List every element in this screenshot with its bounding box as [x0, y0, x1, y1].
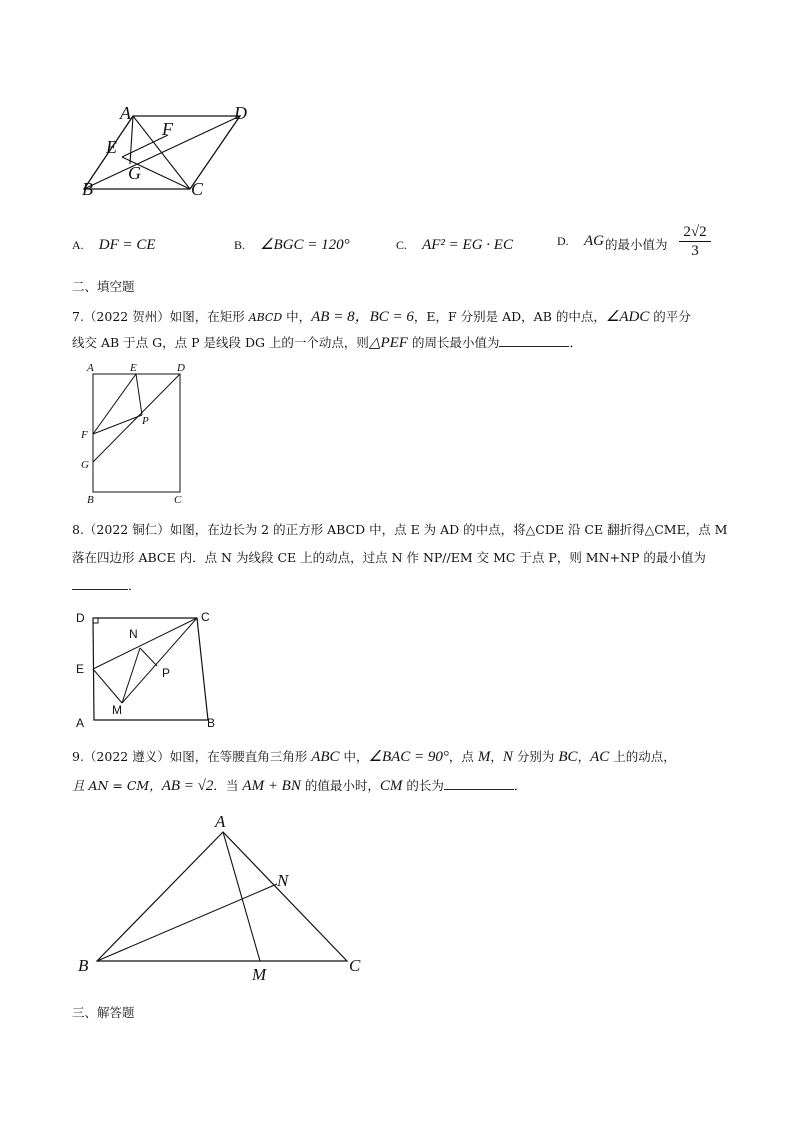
option-d-math: AG	[584, 233, 604, 249]
q9-math-8: AM + BN	[242, 778, 301, 794]
q9-math-3: M	[477, 749, 491, 765]
q7-label-E: E	[130, 362, 137, 374]
q9-math-5: BC	[558, 749, 578, 765]
q7-line-1	[72, 305, 691, 326]
q7-text-2a: 线交 AB 于点 G，点 P 是线段 DG 上的一个动点，则	[72, 335, 369, 350]
option-a-text: DF = CE	[98, 237, 156, 253]
q9-line-2	[72, 776, 526, 795]
option-c-text: AF² = EG · EC	[422, 237, 513, 253]
q6-label-G: G	[128, 163, 141, 183]
q8-line-2: 落在四边形 ABCE 内．点 N 为线段 CE 上的动点，过点 N 作 NP//EM 交 MC 于点 P，则 MN+NP 的最小值为	[72, 550, 706, 565]
q9-math-7: AB = √2	[161, 778, 214, 794]
option-d-text: 的最小值为	[605, 237, 668, 252]
q9-math-6: AC	[590, 749, 610, 765]
q7-math-1: AB = 8，BC = 6	[311, 309, 414, 325]
q9-text-2end: ．	[513, 778, 527, 793]
q7-label-B: B	[87, 494, 94, 506]
q9-text-1e: 分别为	[512, 749, 559, 764]
q7-figure	[76, 360, 196, 508]
q8-label-P: P	[162, 666, 171, 680]
q7-text-1e: 的平分	[649, 309, 691, 324]
q7-label-F: F	[81, 429, 88, 441]
q9-label-N: N	[277, 871, 289, 890]
q9-figure	[72, 810, 382, 990]
q9-text-2d: 的长为	[402, 778, 444, 793]
q8-text-end: ．	[128, 578, 141, 593]
option-d-fraction	[679, 224, 711, 260]
section-3-heading: 三、解答题	[72, 1005, 135, 1020]
q7-text-1c: 中，	[282, 309, 312, 324]
q9-answer-blank[interactable]	[444, 777, 514, 790]
q8-line-1: 8.（2022 铜仁）如图，在边长为 2 的正方形 ABCD 中，点 E 为 AD 的中点，将△CDE 沿 CE 翻折得△CME，点 M	[72, 522, 728, 537]
q7-text-1b: ABCD	[248, 311, 283, 324]
q6-label-C: C	[191, 179, 204, 199]
option-a	[72, 234, 156, 254]
q9-math-2: ∠BAC = 90°	[368, 749, 449, 765]
q7-math-2: ∠ADC	[605, 309, 650, 325]
q7-label-P: P	[142, 415, 149, 427]
q7-text-1a: 7.（2022 贺州）如图，在矩形	[72, 309, 249, 324]
q8-answer-blank[interactable]	[72, 577, 128, 590]
q8-diagram	[72, 606, 232, 734]
q6-label-D: D	[234, 103, 247, 123]
q9-text-1g: 上的动点，	[609, 749, 676, 764]
option-b	[234, 234, 350, 254]
q9-text-1a: 9.（2022 遵义）如图，在等腰直角三角形	[72, 749, 312, 764]
q7-answer-blank[interactable]	[499, 334, 569, 347]
q7-text-2b: 的周长最小值为	[407, 335, 500, 350]
q6-label-A: A	[120, 103, 131, 123]
q9-text-1b: 中，	[339, 749, 369, 764]
q8-figure	[72, 606, 232, 734]
q9-text-2c: 的值最小时，	[300, 778, 380, 793]
q7-text-2end: ．	[569, 335, 582, 350]
q9-math-1: ABC	[311, 749, 340, 765]
q8-label-E: E	[76, 662, 85, 676]
q7-label-D: D	[177, 362, 185, 374]
q7-math-3: △PEF	[368, 335, 408, 351]
q8-label-C: C	[201, 610, 210, 624]
q9-line-1	[72, 747, 676, 766]
option-d-numerator: 2√2	[679, 224, 711, 242]
q7-line-2	[72, 333, 582, 352]
q8-label-M: M	[112, 703, 122, 717]
q6-figure	[70, 95, 270, 205]
q8-label-A: A	[76, 716, 85, 730]
q9-label-C: C	[349, 956, 361, 975]
option-c-letter: C.	[396, 238, 408, 252]
q9-math-4: N	[502, 749, 513, 765]
option-d-letter: D.	[557, 234, 569, 248]
q9-text-1d: ，	[490, 749, 503, 764]
option-a-letter: A.	[72, 238, 84, 252]
q9-label-B: B	[78, 956, 89, 975]
q6-label-B: B	[82, 179, 93, 199]
q9-text-1c: ，点	[448, 749, 478, 764]
q9-text-1f: ，	[577, 749, 591, 764]
q8-line-3	[72, 576, 141, 594]
q6-label-E: E	[106, 137, 117, 157]
q8-label-B: B	[207, 716, 216, 730]
q6-label-F: F	[162, 119, 173, 139]
q7-label-C: C	[174, 494, 182, 506]
q8-label-N: N	[129, 627, 138, 641]
q9-label-M: M	[252, 965, 267, 984]
q7-diagram	[76, 360, 196, 508]
option-b-text: ∠BGC = 120°	[260, 237, 350, 253]
q7-text-1d: ，E，F 分别是 AD，AB 的中点，	[413, 309, 606, 324]
section-2-heading: 二、填空题	[72, 279, 135, 294]
q9-label-A: A	[215, 812, 226, 831]
q9-math-9: CM	[379, 778, 403, 794]
option-b-letter: B.	[234, 238, 246, 252]
q9-text-2a: 且 AN = CM，	[72, 778, 162, 793]
q9-diagram	[72, 810, 382, 990]
q7-label-A: A	[87, 362, 94, 374]
q9-text-2b: ．当	[213, 778, 243, 793]
q7-label-G: G	[81, 459, 89, 471]
option-c	[396, 234, 513, 254]
option-d-denominator: 3	[691, 243, 699, 259]
q8-label-D: D	[76, 611, 85, 625]
